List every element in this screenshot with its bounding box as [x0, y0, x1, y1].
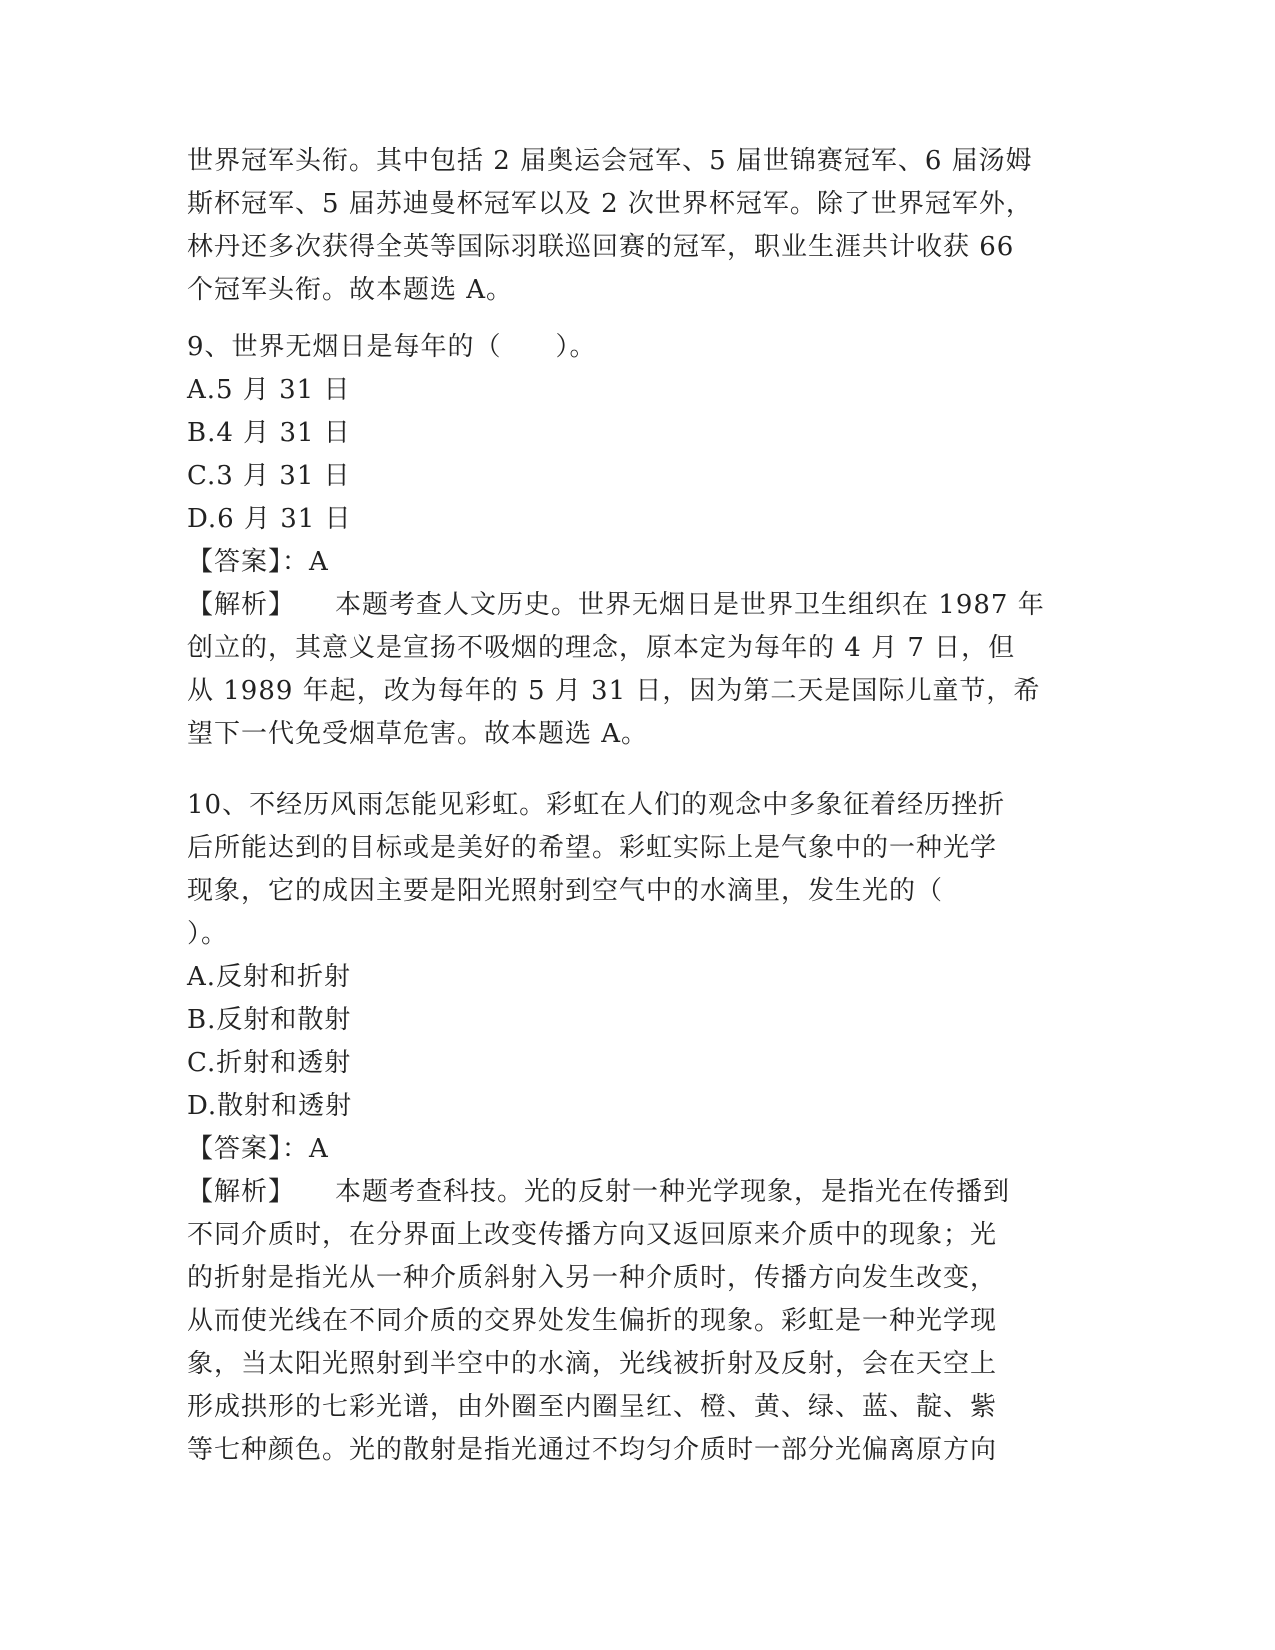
option-d: D.散射和透射: [187, 1091, 353, 1121]
option-a: A.5 月 31 日: [187, 375, 351, 405]
analysis-label: 【解析】: [187, 1177, 296, 1207]
paragraph-line: 个冠军头衔。故本题选 A。: [187, 275, 514, 305]
analysis-line: 等七种颜色。光的散射是指光通过不均匀介质时一部分光偏离原方向: [187, 1435, 998, 1465]
answer-line: 【答案】：A: [187, 547, 329, 577]
paragraph-line: 林丹还多次获得全英等国际羽联巡回赛的冠军，职业生涯共计收获 66: [187, 232, 1015, 262]
answer-line: 【答案】：A: [187, 1134, 329, 1164]
analysis-label: 【解析】: [187, 590, 296, 620]
question-stem-line: ）。: [187, 919, 229, 949]
option-d: D.6 月 31 日: [187, 504, 352, 534]
question-stem-line: 现象，它的成因主要是阳光照射到空气中的水滴里，发生光的（: [187, 876, 944, 906]
prev-analysis-continuation: [187, 140, 1067, 312]
analysis-line: 创立的，其意义是宣扬不吸烟的理念，原本定为每年的 4 月 7 日，但: [187, 633, 1016, 663]
analysis-line: 象，当太阳光照射到半空中的水滴，光线被折射及反射，会在天空上: [187, 1349, 998, 1379]
option-b: B.反射和散射: [187, 1005, 352, 1035]
question-stem-line: 10、不经历风雨怎能见彩虹。彩虹在人们的观念中多象征着经历挫折: [187, 790, 1006, 820]
analysis-line: 形成拱形的七彩光谱，由外圈至内圈呈红、橙、黄、绿、蓝、靛、紫: [187, 1392, 998, 1422]
analysis-line: 从而使光线在不同介质的交界处发生偏折的现象。彩虹是一种光学现: [187, 1306, 998, 1336]
analysis-first-line: [187, 584, 1067, 627]
question-10: [187, 784, 1067, 1472]
analysis-line: 望下一代免受烟草危害。故本题选 A。: [187, 719, 649, 749]
analysis-text: 本题考查科技。光的反射一种光学现象，是指光在传播到: [335, 1177, 1011, 1207]
analysis-first-line: [187, 1171, 1067, 1214]
option-c: C.折射和透射: [187, 1048, 352, 1078]
option-c: C.3 月 31 日: [187, 461, 351, 491]
paragraph-line: 世界冠军头衔。其中包括 2 届奥运会冠军、5 届世锦赛冠军、6 届汤姆: [187, 146, 1033, 176]
analysis-text: 本题考查人文历史。世界无烟日是世界卫生组织在 1987 年: [335, 590, 1045, 620]
analysis-line: 从 1989 年起，改为每年的 5 月 31 日，因为第二天是国际儿童节，希: [187, 676, 1041, 706]
option-b: B.4 月 31 日: [187, 418, 351, 448]
paragraph-line: 斯杯冠军、5 届苏迪曼杯冠军以及 2 次世界杯冠军。除了世界冠军外，: [187, 189, 1033, 219]
analysis-line: 的折射是指光从一种介质斜射入另一种介质时，传播方向发生改变，: [187, 1263, 998, 1293]
question-stem: 9、世界无烟日是每年的（ ）。: [187, 332, 597, 362]
question-9: [187, 326, 1067, 756]
question-stem-line: 后所能达到的目标或是美好的希望。彩虹实际上是气象中的一种光学: [187, 833, 998, 863]
option-a: A.反射和折射: [187, 962, 352, 992]
analysis-line: 不同介质时，在分界面上改变传播方向又返回原来介质中的现象；光: [187, 1220, 998, 1250]
